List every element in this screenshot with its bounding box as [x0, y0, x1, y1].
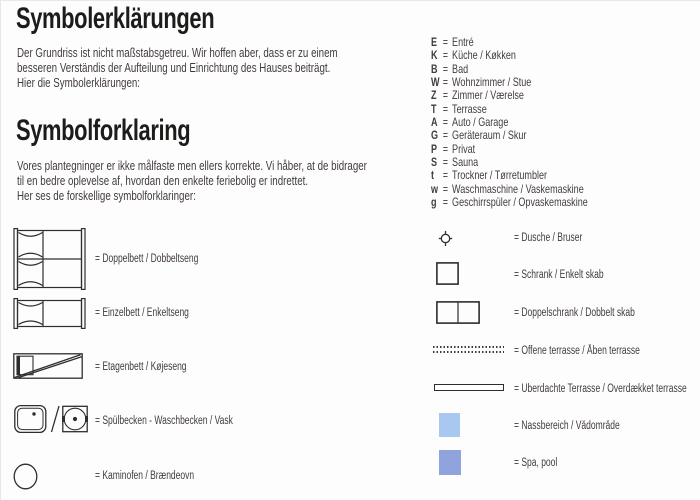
paragraph-line: Her ses de forskellige symbolforklaringer: — [17, 189, 196, 204]
abbreviation-row — [431, 183, 588, 196]
abbr-label: Privat — [452, 142, 476, 156]
single-bed-icon — [13, 298, 86, 329]
symbol-label: = Spülbecken - Waschbecken / Vask — [95, 415, 233, 427]
wet-area-swatch — [439, 413, 460, 437]
abbr-letter: B — [431, 62, 438, 76]
abbreviation-row — [431, 103, 588, 116]
double-bed-icon — [13, 228, 86, 290]
equals-sign: = — [442, 102, 448, 116]
equals-sign: = — [442, 89, 448, 103]
abbreviation-row — [431, 49, 588, 62]
abbr-label: Wohnzimmer / Stue — [452, 76, 532, 90]
abbr-label: Trockner / Tørretumbler — [452, 169, 548, 183]
symbol-label: = Offene terrasse / Åben terrasse — [514, 345, 640, 357]
abbreviation-row — [431, 36, 588, 49]
abbr-letter: Z — [431, 89, 437, 103]
symbol-label: = Doppelbett / Dobbeltseng — [95, 253, 199, 265]
abbreviation-row — [431, 156, 588, 169]
cabinet-icon — [436, 262, 459, 285]
equals-sign: = — [442, 182, 448, 196]
symbol-label: = Einzelbett / Enkeltseng — [95, 307, 189, 319]
abbr-letter: g — [431, 196, 437, 210]
symbol-label: = Schrank / Enkelt skab — [514, 269, 604, 281]
equals-sign: = — [442, 76, 448, 90]
page-title-german: Symbolerklärungen — [16, 2, 215, 35]
shower-icon — [438, 230, 453, 247]
abbreviation-row — [431, 63, 588, 76]
abbr-letter: A — [431, 116, 438, 130]
abbr-letter: t — [431, 169, 435, 183]
abbreviation-row — [431, 116, 588, 129]
equals-sign: = — [442, 129, 448, 143]
paragraph-line: Der Grundriss ist nicht maßstabsgetreu. Wir hoffen aber, dass er zu einem — [17, 46, 338, 60]
abbreviation-row — [431, 169, 588, 182]
abbr-letter: T — [431, 102, 437, 116]
abbreviation-row — [431, 129, 588, 142]
abbreviation-row — [431, 76, 588, 89]
abbr-letter: W — [431, 76, 440, 90]
symbol-label: = Dusche / Bruser — [514, 232, 583, 244]
equals-sign: = — [442, 116, 448, 130]
equals-sign: = — [442, 49, 448, 63]
abbr-letter: K — [431, 49, 438, 63]
abbr-label: Terrasse — [452, 102, 487, 116]
equals-sign: = — [442, 142, 448, 156]
equals-sign: = — [442, 62, 448, 76]
abbreviation-row — [431, 89, 588, 102]
abbr-label: Bad — [452, 62, 469, 76]
abbr-letter: E — [431, 36, 438, 49]
equals-sign: = — [442, 196, 448, 210]
symbol-label: = Überdachte Terrasse / Overdækket terrasse — [514, 383, 687, 395]
abbreviation-list — [431, 36, 588, 209]
equals-sign: = — [442, 156, 448, 170]
abbr-letter: w — [431, 182, 439, 196]
abbr-label: Zimmer / Værelse — [452, 89, 524, 103]
danish-intro-paragraph — [17, 159, 367, 205]
paragraph-line: besseren Verständis der Aufteilung und Einrichtung des Hauses beiträgt. — [17, 61, 331, 76]
abbr-label: Geräteraum / Skur — [452, 129, 527, 143]
abbr-letter: P — [431, 142, 438, 156]
spa-pool-swatch — [439, 450, 461, 475]
abbr-letter: G — [431, 129, 439, 143]
abbreviation-row — [431, 196, 588, 209]
equals-sign: = — [442, 36, 448, 49]
abbr-label: Auto / Garage — [452, 116, 509, 130]
open-terrace-icon — [433, 346, 504, 353]
page-title-danish: Symbolforklaring — [16, 114, 191, 147]
sink-icon — [14, 404, 88, 434]
abbr-label: Entré — [452, 36, 474, 49]
symbol-label: = Spa, pool — [514, 457, 558, 469]
wood-stove-icon — [13, 463, 38, 490]
paragraph-line: til en bedre oplevelse af, hvordan den enkelte feriebolig er indrettet. — [17, 174, 309, 189]
equals-sign: = — [442, 169, 448, 183]
covered-terrace-icon — [434, 384, 504, 391]
german-intro-paragraph — [17, 46, 338, 92]
abbr-letter: S — [431, 156, 438, 170]
symbol-label: = Etagenbett / Køjeseng — [95, 361, 187, 373]
symbol-label: = Nassbereich / Vådområde — [514, 420, 620, 432]
double-cabinet-icon — [436, 301, 480, 324]
abbr-label: Sauna — [452, 156, 479, 170]
abbr-label: Waschmaschine / Vaskemaskine — [452, 182, 584, 196]
symbol-label: = Kaminofen / Brændeovn — [95, 470, 195, 482]
bunk-bed-icon — [13, 353, 83, 379]
paragraph-line: Vores plantegninger er ikke målfaste men ellers korrekte. Vi håber, at de bidrager — [17, 159, 367, 173]
abbr-label: Geschirrspüler / Opvaskemaskine — [452, 196, 588, 210]
abbreviation-row — [431, 143, 588, 156]
paragraph-line: Hier die Symbolerklärungen: — [17, 76, 141, 91]
symbol-label: = Doppelschrank / Dobbelt skab — [514, 307, 635, 319]
abbr-label: Küche / Køkken — [452, 49, 516, 63]
